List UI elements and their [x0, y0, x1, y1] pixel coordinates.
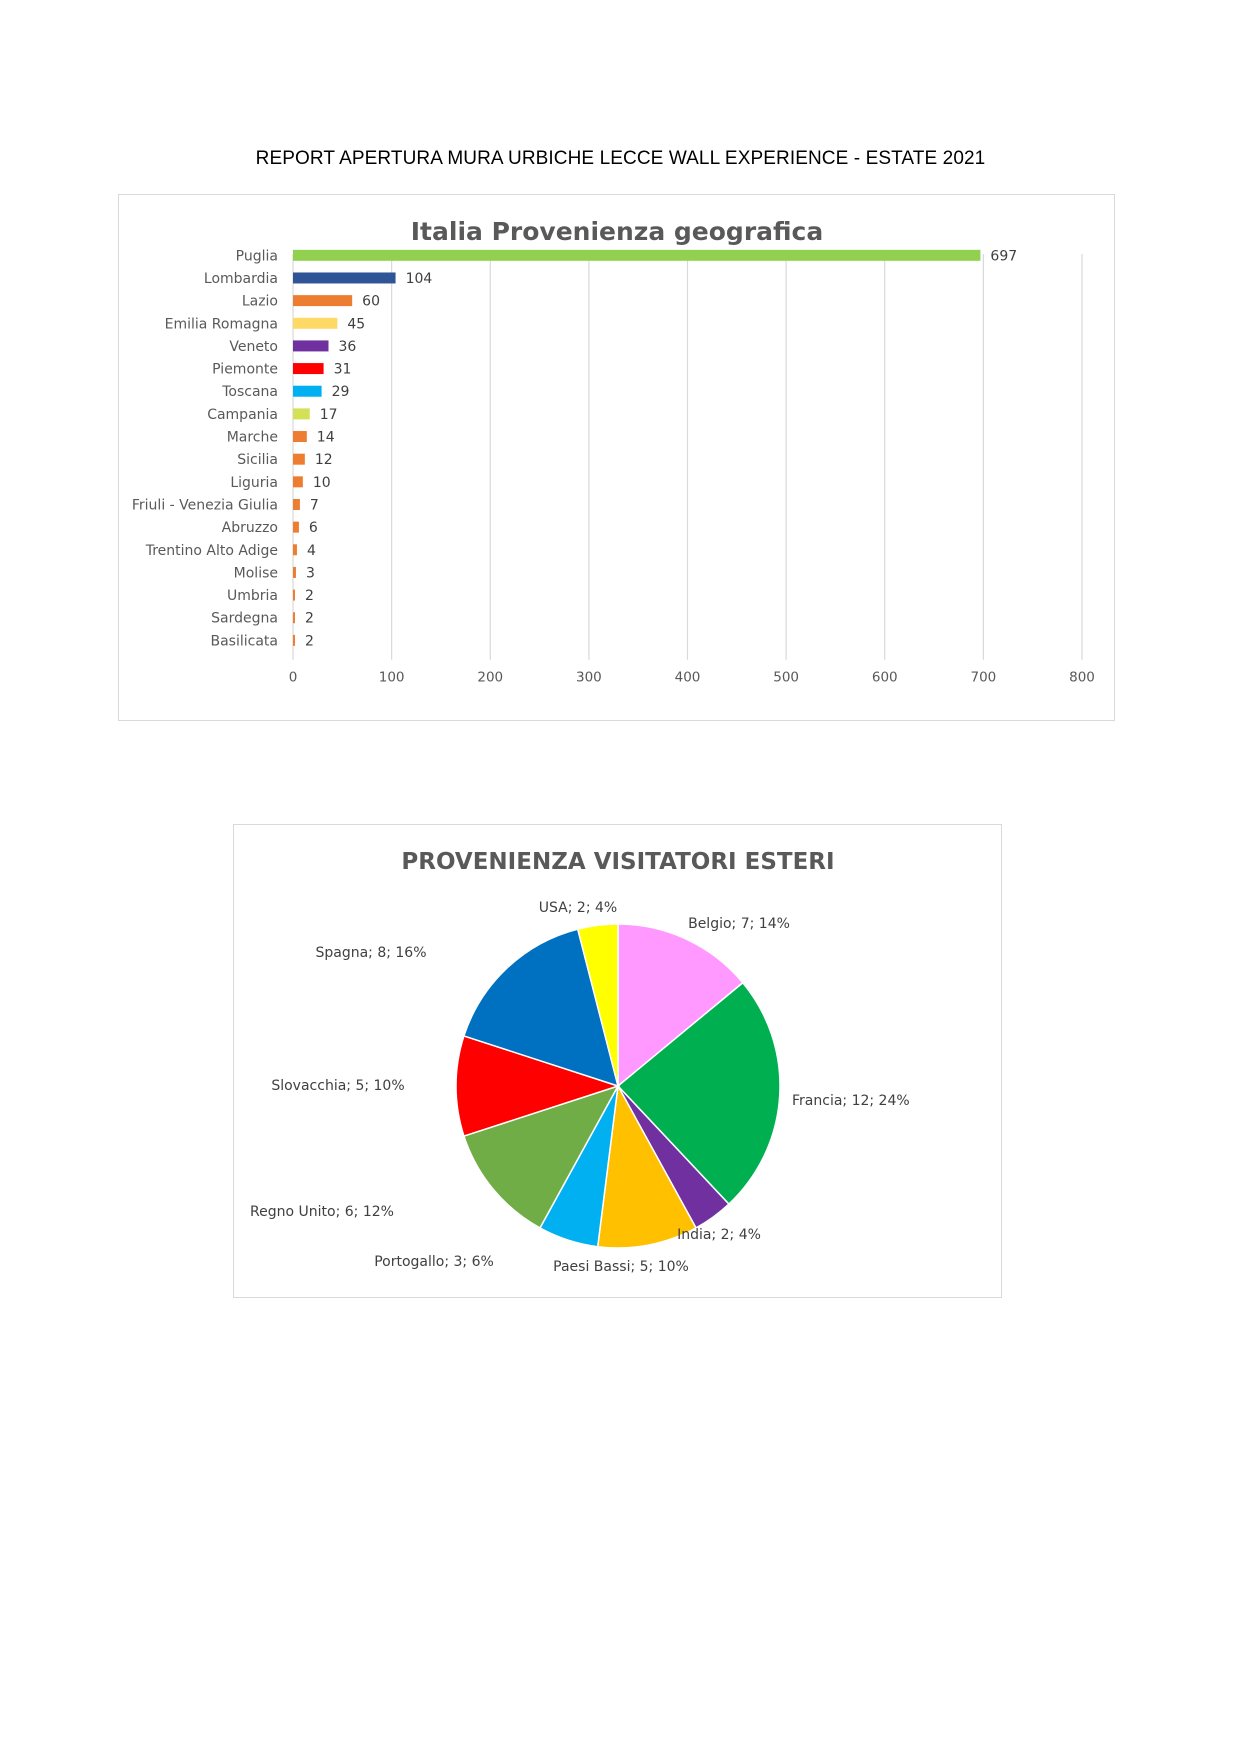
bar-basilicata — [293, 635, 295, 646]
bar-umbria — [293, 590, 295, 601]
bar-sardegna — [293, 612, 295, 623]
bar-chart-frame — [118, 194, 1115, 721]
pie-chart-frame — [233, 824, 1002, 1298]
pie-label-portogallo: Portogallo; 3; 6% — [374, 1254, 494, 1270]
pie-label-belgio: Belgio; 7; 14% — [688, 916, 790, 932]
bar-sicilia — [293, 454, 305, 465]
pie-label-paesi-bassi: Paesi Bassi; 5; 10% — [553, 1259, 689, 1275]
bar-molise — [293, 567, 296, 578]
bar-puglia — [293, 250, 980, 261]
x-tick-label: 800 — [1069, 669, 1095, 686]
value-label: 3 — [305, 565, 315, 582]
value-label: 697 — [990, 248, 1018, 265]
category-label: Sardegna — [211, 610, 278, 627]
pie-label-slovacchia: Slovacchia; 5; 10% — [271, 1078, 405, 1094]
value-label: 31 — [333, 361, 352, 378]
value-label: 2 — [304, 610, 314, 627]
pie-label-regno-unito: Regno Unito; 6; 12% — [250, 1204, 394, 1220]
category-label: Friuli - Venezia Giulia — [131, 497, 278, 514]
value-label: 2 — [304, 588, 314, 605]
category-label: Abruzzo — [221, 520, 278, 537]
bar-piemonte — [293, 363, 324, 374]
value-label: 45 — [347, 316, 366, 333]
pie-label-usa: USA; 2; 4% — [538, 900, 618, 916]
category-label: Toscana — [222, 384, 278, 401]
value-label: 36 — [338, 338, 357, 355]
bar-trentino-alto-adige — [293, 544, 297, 555]
value-label: 17 — [319, 406, 338, 423]
category-label: Liguria — [230, 474, 278, 491]
value-label: 2 — [304, 633, 314, 650]
category-label: Puglia — [235, 248, 278, 265]
x-tick-label: 100 — [378, 669, 405, 686]
category-label: Sicilia — [237, 452, 278, 469]
bar-chart-title: Italia Provenienza geografica — [410, 217, 824, 246]
pie-chart-title: PROVENIENZA VISITATORI ESTERI — [401, 849, 835, 875]
value-label: 104 — [405, 270, 433, 287]
report-title: REPORT APERTURA MURA URBICHE LECCE WALL EXPERIENCE - ESTATE 2021 — [255, 148, 986, 169]
pie-label-francia: Francia; 12; 24% — [792, 1093, 910, 1109]
bar-marche — [293, 431, 307, 442]
value-label: 14 — [316, 429, 335, 446]
bar-campania — [293, 408, 310, 419]
x-tick-label: 500 — [773, 669, 800, 686]
x-tick-label: 200 — [477, 669, 504, 686]
value-label: 29 — [331, 384, 350, 401]
bar-emilia-romagna — [293, 318, 337, 329]
pie-chart — [234, 825, 1003, 1299]
value-label: 7 — [309, 497, 319, 514]
category-label: Veneto — [229, 338, 278, 355]
bar-chart — [119, 195, 1116, 722]
value-label: 60 — [362, 293, 381, 310]
category-label: Piemonte — [212, 361, 278, 378]
value-label: 4 — [306, 542, 316, 559]
bar-abruzzo — [293, 522, 299, 533]
category-label: Trentino Alto Adige — [145, 542, 278, 559]
x-tick-label: 700 — [970, 669, 997, 686]
bar-veneto — [293, 340, 329, 351]
category-label: Molise — [233, 565, 278, 582]
pie-label-india: India; 2; 4% — [677, 1227, 761, 1243]
category-label: Campania — [207, 406, 278, 423]
bar-friuli-venezia-giulia — [293, 499, 300, 510]
value-label: 6 — [308, 520, 318, 537]
value-label: 10 — [312, 474, 331, 491]
value-label: 12 — [314, 452, 333, 469]
category-label: Basilicata — [210, 633, 278, 650]
category-label: Emilia Romagna — [164, 316, 278, 333]
category-label: Lombardia — [203, 270, 278, 287]
category-label: Marche — [226, 429, 278, 446]
x-tick-label: 0 — [288, 669, 298, 686]
category-label: Umbria — [227, 588, 278, 605]
bar-lombardia — [293, 272, 396, 283]
x-tick-label: 600 — [871, 669, 898, 686]
bar-liguria — [293, 476, 303, 487]
x-tick-label: 300 — [575, 669, 602, 686]
category-label: Lazio — [241, 293, 278, 310]
pie-label-spagna: Spagna; 8; 16% — [315, 945, 427, 961]
bar-toscana — [293, 386, 322, 397]
bar-lazio — [293, 295, 352, 306]
x-tick-label: 400 — [674, 669, 701, 686]
